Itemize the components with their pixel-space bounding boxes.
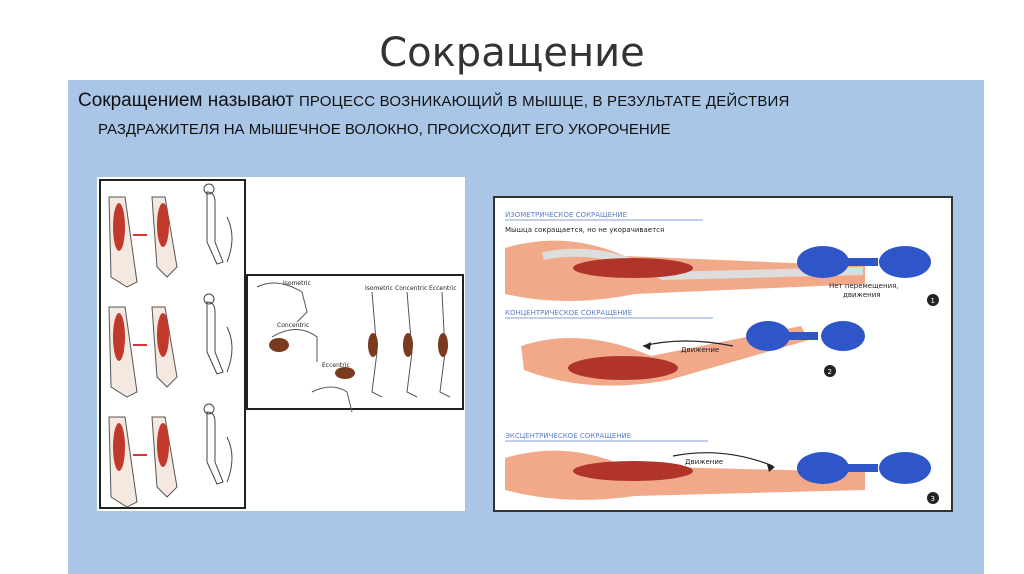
contraction-types-illustration-right <box>493 196 953 512</box>
inset-muscle-3 <box>368 333 378 357</box>
arm-row-3 <box>109 404 232 507</box>
label-eccentric-2: Eccentric <box>429 285 457 292</box>
section1-note-line2: движения <box>843 291 881 299</box>
arm-row-1 <box>109 184 232 287</box>
section2-movement: Движение <box>681 346 720 354</box>
definition-rest-line2: РАЗДРАЖИТЕЛЯ НА МЫШЕЧНОЕ ВОЛОКНО, ПРОИСХОДИТ ЕГО УКОРОЧЕНИЕ <box>98 121 671 138</box>
label-isometric-2: Isometric <box>365 285 393 292</box>
section2-heading: КОНЦЕНТРИЧЕСКОЕ СОКРАЩЕНИЕ <box>505 309 633 317</box>
section1-heading: ИЗОМЕТРИЧЕСКОЕ СОКРАЩЕНИЕ <box>505 211 628 219</box>
inset-muscle-1 <box>269 338 289 352</box>
definition-term: Сокращением называют <box>78 90 294 111</box>
definition-text <box>78 86 958 144</box>
section1-number: 1 <box>930 297 935 305</box>
definition-rest-line1: ПРОЦЕСС ВОЗНИКАЮЩИЙ В МЫШЦЕ, В РЕЗУЛЬТАТЕ ДЕЙСТВИЯ <box>298 93 790 110</box>
arm-contraction-diagram <box>493 196 953 512</box>
slide-title: Сокращение <box>379 30 645 76</box>
arm-row-2 <box>109 294 232 397</box>
section3-movement: Движение <box>685 458 724 466</box>
label-concentric-2: Concentric <box>395 285 428 292</box>
inset-muscle-4 <box>403 333 413 357</box>
label-concentric-1: Concentric <box>277 322 310 329</box>
label-isometric-1: Isometric <box>283 280 311 287</box>
section3-number: 3 <box>930 495 935 503</box>
muscle-diagram-left <box>97 177 465 511</box>
inset-muscle-5 <box>438 333 448 357</box>
label-eccentric-1: Eccentric <box>322 362 350 369</box>
contraction-types-illustration-left <box>97 177 465 511</box>
section1-subheading: Мышца сокращается, но не укорачивается <box>505 226 665 234</box>
section1-note-line1: Нет перемещения, <box>829 282 899 290</box>
section3-heading: ЭКСЦЕНТРИЧЕСКОЕ СОКРАЩЕНИЕ <box>505 432 632 440</box>
section2-number: 2 <box>827 368 832 376</box>
